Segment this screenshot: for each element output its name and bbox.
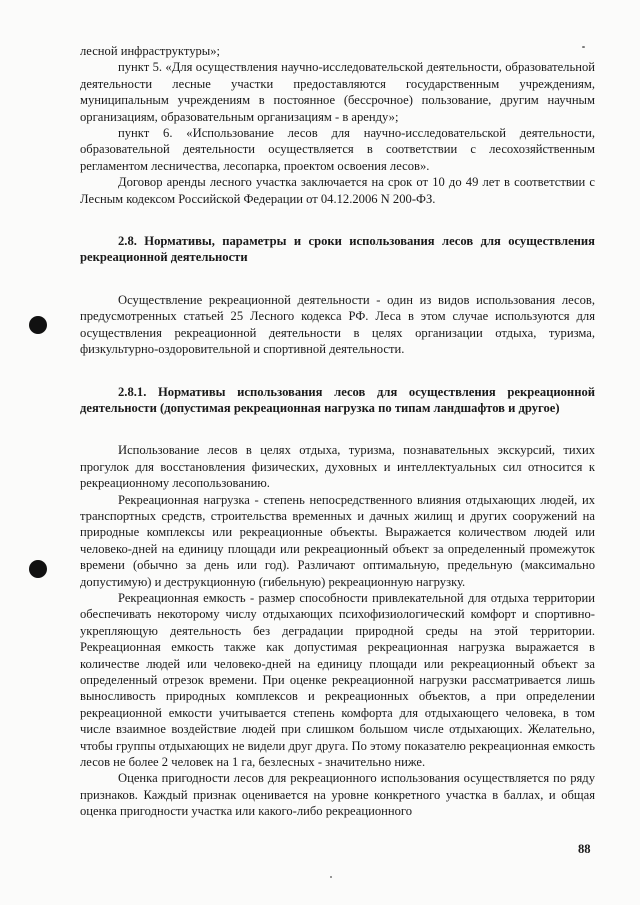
- paragraph: Рекреационная емкость - размер способности привлекательной для отдыха территории обеспечивать некоторому числу отдыхающих психофизиологический комфорт и спортивно-укрепляющую деятельность без деградации природной среды на этой территории. Рекреационная емкость также как допустимая рекреационная нагрузка выражается в количестве людей или человеко-дней на единицу площади или рекреационный объект за определенный отрезок времени. При оценке рекреационной нагрузки рассматривается лишь выносливость природных комплексов и рекреационных объектов, а при определении рекреационной емкости учитывается степень комфорта для отдыхающего человека, в том числе взаимное воздействие людей при слишком большом числе отдыхающих. Желательно, чтобы группы отдыхающих не видели друг друга. По этому показателю рекреационная емкость лесов не более 2 человек на 1 га, безлесных - значительно ниже.: [80, 590, 595, 770]
- paragraph: Использование лесов в целях отдыха, туризма, познавательных экскурсий, тихих прогулок для восстановления физических, духовных и интеллектуальных сил относится к рекреационному лесопользованию.: [80, 443, 595, 491]
- scan-speck: [330, 876, 332, 878]
- paragraph: Договор аренды лесного участка заключается на срок от 10 до 49 лет в соответствии с Лесным кодексом Российской Федерации от 04.12.2006 N 200-ФЗ.: [80, 175, 595, 206]
- section-heading-2-8: 2.8. Нормативы, параметры и сроки использования лесов для осуществления рекреационной деятельности: [80, 234, 595, 265]
- page-body: [80, 43, 595, 820]
- spacer: [80, 416, 595, 442]
- paragraph: пункт 6. «Использование лесов для научно-исследовательской деятельности, образовательной деятельности осуществляется в соответствии с лесохозяйственным регламентом лесничества, лесопарка, проектом освоения лесов».: [80, 126, 595, 173]
- spacer: [80, 207, 595, 233]
- spacer: [80, 266, 595, 292]
- paragraph: лесной инфраструктуры»;: [80, 44, 221, 58]
- paragraph: Оценка пригодности лесов для рекреационного использования осуществляется по ряду признаков. Каждый признак оценивается на уровне конкретного участка в баллах, и общая оценка пригодности участка или какого-либо рекреационного: [80, 771, 595, 819]
- paragraph: Рекреационная нагрузка - степень непосредственного влияния отдыхающих людей, их транспортных средств, строительства временных и дачных жилищ и других сооружений на природные комплексы или рекреационные объекты. Выражается количеством людей или человеко-дней на единицу площади или рекреационный объект за определенный промежуток времени (обычно за день или год). Различают оптимальную, предельную (максимально допустимую) и деструкционную (гибельную) рекреационную нагрузку.: [80, 492, 595, 589]
- page-number: 88: [578, 842, 591, 856]
- punch-hole: [29, 316, 47, 334]
- spacer: [80, 358, 595, 384]
- paragraph: пункт 5. «Для осуществления научно-исследовательской деятельности, образовательной деятельности лесные участки предоставляются государственным учреждениям, муниципальным учреждениям в постоянное (бессрочное) пользование, другим научным организациям, образовательным организациям - в аренду»;: [80, 60, 595, 124]
- punch-hole: [29, 560, 47, 578]
- paragraph: Осуществление рекреационной деятельности - один из видов использования лесов, предусмотренных статьей 25 Лесного кодекса РФ. Леса в этом случае используются для осуществления рекреационной деятельности в целях организации отдыха, туризма, физкультурно-оздоровительной и спортивной деятельности.: [80, 292, 595, 357]
- section-heading-2-8-1: 2.8.1. Нормативы использования лесов для осуществления рекреационной деятельности (допустимая рекреационная нагрузка по типам ландшафтов и другое): [80, 384, 595, 415]
